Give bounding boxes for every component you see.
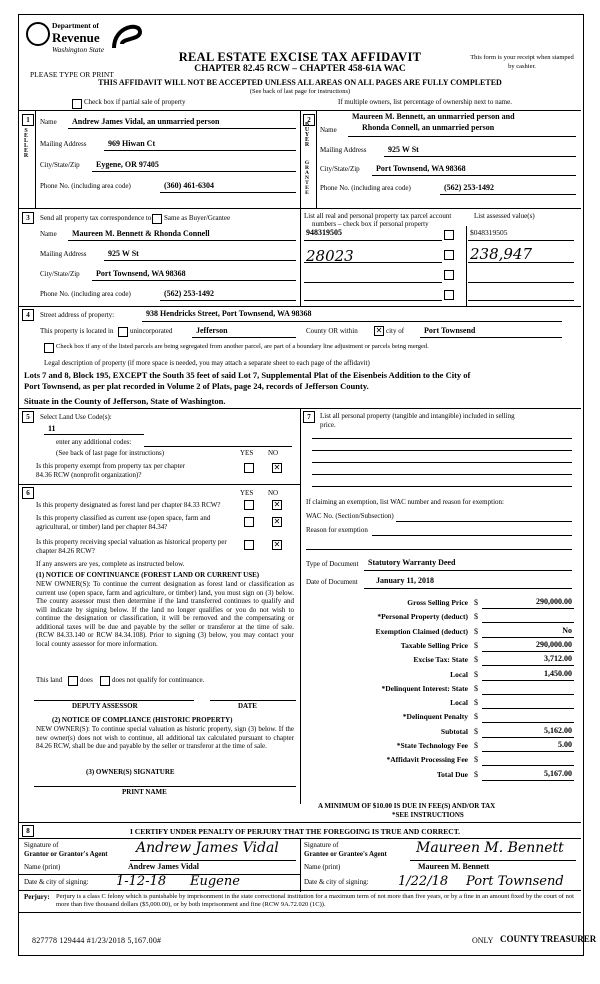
grantor-print-name: Andrew James Vidal [128,862,199,871]
money-row-symbol: $ [474,655,478,665]
parcel-value-0: $048319505 [470,228,508,237]
money-row-rule [482,765,574,766]
receipt-note: This form is your receipt when stamped by cashier. [470,54,574,70]
reason-exemption-label: Reason for exemption [306,526,368,534]
please-type-label: PLEASE TYPE OR PRINT [30,70,114,79]
legal-line-1: Lots 7 and 8, Block 195, EXCEPT the South 35 feet of said Lot 7, Supplemental Plat of the Eisenbeis Addition to the City of [24,370,471,380]
landuse-no-label: NO [268,449,279,457]
money-row-rule [482,680,574,681]
date-city-label-right: Date & city of signing: [304,878,369,886]
state-label: Washington State [52,45,105,54]
corr-mailing-value: 925 W St [108,249,139,258]
divider-left-right-column [300,408,301,804]
document-type-value: Statutory Warranty Deed [368,558,456,567]
perjury-label: Perjury: [24,893,50,901]
city-name-value: Port Townsend [424,326,476,335]
seller-mailing-value: 969 Hiwan Ct [108,139,156,148]
buyer-phone-value: (562) 253-1492 [444,183,494,192]
money-row-value: 3,712.00 [544,654,572,664]
money-row-label: *Affidavit Processing Fee [386,755,468,765]
money-row-rule [482,651,574,652]
buyer-csz-label: City/State/Zip [320,165,360,173]
seller-phone-label: Phone No. (including area code) [40,182,131,190]
parcel-personal-checkbox-1[interactable] [444,250,454,260]
buyer-name-line1: Maureen M. Bennett, an unmarried person and [352,112,515,121]
grantee-sign-date: 1/22/18 [398,874,449,889]
section-number-2: 2 [303,114,315,126]
s6-q1-no-checkbox[interactable]: ✕ [273,500,281,509]
money-row-value: 1,450.00 [544,668,572,678]
s6-q2-no-checkbox[interactable]: ✕ [273,517,281,526]
money-row-symbol: $ [474,698,478,708]
legal-line-2: Port Townsend, as per plat recorded in Volume 2 of Plats, page 24, records of Jefferson County. [24,381,369,391]
grantor-signature[interactable]: Andrew James Vidal [136,840,279,856]
landuse-yes-label: YES [240,449,254,457]
buyer-name-label: Name [320,126,337,134]
street-address-value: 938 Hendricks Street, Port Townsend, WA 98368 [146,309,312,318]
partial-sale-checkbox[interactable] [72,99,82,109]
does-not-label: does not qualify for continuance. [112,676,205,684]
money-row-symbol: $ [474,598,478,607]
does-not-qualify-checkbox[interactable] [100,676,110,686]
parcel-personal-checkbox-3[interactable] [444,290,454,300]
see-instructions-note: *SEE INSTRUCTIONS [392,811,464,819]
money-row-rule [482,694,574,695]
exempt-question-line1: Is this property exempt from property tax per chapter [36,462,185,470]
seller-phone-value: (360) 461-6304 [164,181,214,190]
landuse-see-back: (See back of last page for instructions) [56,449,165,457]
money-row-value: 5.00 [558,740,572,749]
money-row-symbol: $ [474,712,478,722]
multiple-owners-label: If multiple owners, list percentage of ownership next to name. [338,98,512,106]
same-as-buyer-label: Same as Buyer/Grantee [164,214,231,222]
parcel-header-line2: numbers – check box if personal property [312,220,429,228]
grantor-sign-city: Eugene [190,874,240,889]
s6-paragraph-2: NEW OWNER(S): To continue special valuation as historic property, sign (3) below. If the new owner(s) does not wish to continue, all additional tax calculated pursuant to chapter 84.26 RCW, shall be due and payable by the seller or transferor at the time of sale. [36,725,294,751]
buyer-mailing-label: Mailing Address [320,146,367,154]
buyer-phone-label: Phone No. (including area code) [320,184,411,192]
parcel-value-1: 238,947 [470,245,533,263]
money-row-label: *Delinquent Penalty [402,712,468,722]
document-date-label: Date of Document [306,578,358,586]
parcel-personal-checkbox-0[interactable] [444,230,454,240]
grantee-sign-city: Port Townsend [466,874,564,889]
s6-q3-no-checkbox[interactable]: ✕ [273,540,281,549]
money-row-rule [482,751,574,752]
divider-seller-buyer [300,110,301,208]
section-number-1: 1 [22,114,34,126]
money-row-label: Taxable Selling Price [400,640,468,650]
money-row-label: Excise Tax: State [413,655,468,665]
money-row-label: *Personal Property (deduct) [377,612,468,622]
street-address-label: Street address of property: [40,311,115,319]
money-row-rule [482,708,574,709]
landuse-select-label: Select Land Use Code(s): [40,413,112,421]
grantee-print-name: Maureen M. Bennett [418,862,490,871]
corr-name-value: Maureen M. Bennett & Rhonda Connell [72,229,210,238]
section-number-7: 7 [303,411,315,423]
corr-phone-label: Phone No. (including area code) [40,290,131,298]
buyer-csz-value: Port Townsend, WA 98368 [376,164,466,173]
money-row-rule [482,622,574,623]
parcel-number-0: 948319505 [306,228,342,237]
buyer-side-label: BUYER [304,122,310,147]
money-row-label: Subtotal [440,726,468,736]
money-row-rule [482,665,574,666]
divider-signatures [300,838,301,892]
s6-heading-3: (3) OWNER(S) SIGNATURE [86,768,175,776]
buyer-name-line2: Rhonda Connell, an unmarried person [362,123,495,132]
money-row-symbol: $ [474,741,478,750]
same-as-buyer-checkbox[interactable] [152,214,162,224]
corr-mailing-label: Mailing Address [40,250,87,258]
county-or-label: County OR within [306,327,358,335]
money-row-label: Local [450,669,468,679]
corr-phone-value: (562) 253-1492 [164,289,214,298]
seller-name-value: Andrew James Vidal, an unmarried person [72,117,220,126]
grantor-sign-date: 1-12-18 [116,874,167,889]
landuse-code-value: 11 [48,424,56,433]
correspondence-instruction: Send all property tax correspondence to: [40,214,154,222]
s6-yes-label: YES [240,489,254,497]
s6-heading-2: (2) NOTICE OF COMPLIANCE (HISTORIC PROPERTY) [52,716,233,724]
situate-line: Situate in the County of Jefferson, State of Washington. [24,396,226,406]
parcel-header-line1: List all real and personal property tax parcel account [304,212,452,220]
minimum-due-note: A MINIMUM OF $10.00 IS DUE IN FEE(S) AND/OR TAX [318,802,496,810]
s6-question-3: Is this property receiving special valuation as historical property per chapter 84.26 RCW? [36,538,227,555]
unincorporated-checkbox[interactable] [118,327,128,337]
money-row-symbol: $ [474,640,478,650]
see-back-line: (See back of last page for instructions) [249,88,351,95]
print-name-label: PRINT NAME [122,788,167,796]
buyer-mailing-value: 925 W St [388,145,419,154]
county-name-value: Jefferson [196,326,228,335]
divider-parcel-value [466,226,467,306]
parcel-number-1: 28023 [306,247,354,265]
seller-name-label: Name [40,118,57,126]
money-row-label: *Delinquent Interest: State [381,683,468,693]
partial-sale-label: Check box if partial sale of property [84,98,186,106]
chapter-line: CHAPTER 82.45 RCW – CHAPTER 458-61A WAC [194,64,406,74]
money-row-symbol: $ [474,626,478,636]
money-row-label: Total Due [436,769,468,779]
document-type-label: Type of Document [306,560,359,568]
money-row-label: Gross Selling Price [407,598,468,607]
deputy-assessor-label: DEPUTY ASSESSOR [72,702,138,710]
parcel-personal-checkbox-2[interactable] [444,270,454,280]
corr-csz-value: Port Townsend, WA 98368 [96,269,186,278]
dept-label: Department of [52,21,99,30]
money-row-rule [482,637,574,638]
s6-q1-yes-checkbox[interactable] [244,500,254,510]
does-label: does [80,676,93,684]
money-row-symbol: $ [474,669,478,679]
legal-description-label: Legal description of property (if more space is needed, you may attach a separate sheet to each page of the affidavit) [44,359,370,367]
exempt-yes-checkbox[interactable] [244,463,254,473]
s6-question-1: Is this property designated as forest land per chapter 84.33 RCW? [36,501,221,509]
section-number-3: 3 [22,212,34,224]
s6-question-2: Is this property classified as current use (open space, farm and agricultural, or timber) land per chapter 84.34? [36,514,211,531]
exemption-claim-label: If claiming an exemption, list WAC number and reason for exemption: [306,498,504,506]
landuse-additional-label: enter any additional codes: [56,438,132,446]
divider-footer [19,912,581,913]
city-checkbox[interactable]: ✕ [375,326,383,335]
money-row-rule [482,608,574,609]
divider-section6-top [19,484,301,485]
seller-sidebar-line [35,110,36,208]
name-print-label-left: Name (print) [24,863,61,871]
s6-no-label: NO [268,489,279,497]
seller-csz-label: City/State/Zip [40,161,80,169]
divider-parcel [300,208,301,306]
segregation-label: Check box if any of the listed parcels are being segregated from another parcel, are part of a boundary line adjustment or parcels being merged. [56,343,429,350]
buyer-sidebar-line [316,110,317,208]
personal-property-header2: price. [320,421,336,429]
section-number-5: 5 [22,411,34,423]
section-number-8: 8 [22,825,34,837]
exempt-no-checkbox[interactable]: ✕ [273,463,281,472]
this-land-label: This land [36,676,63,684]
county-treasurer-label: COUNTY TREASURER [500,934,597,944]
corr-name-label: Name [40,230,57,238]
revenue-label: Revenue [52,30,100,45]
money-row-label: *State Technology Fee [396,741,468,750]
money-row-label: Exemption Claimed (deduct) [375,626,468,636]
money-row-label: Local [450,698,468,708]
money-row-symbol: $ [474,683,478,693]
assessed-value-header: List assessed value(s) [474,212,535,220]
s6-q3-yes-checkbox[interactable] [244,540,254,550]
section-number-6: 6 [22,487,34,499]
located-in-label: This property is located in [40,327,114,335]
city-of-label: city of [386,327,405,335]
s6-q2-yes-checkbox[interactable] [244,517,254,527]
notice-line: THIS AFFIDAVIT WILL NOT BE ACCEPTED UNLESS ALL AREAS ON ALL PAGES ARE FULLY COMPLETED [98,78,502,87]
sig-left-label-2: Grantor or Grantor's Agent [24,850,108,858]
section-number-4: 4 [22,309,34,321]
money-row-value: 290,000.00 [536,639,572,649]
money-row-rule [482,722,574,723]
seller-side-label: SELLER [23,128,29,158]
money-row-symbol: $ [474,769,478,779]
seller-csz-value: Eygene, OR 97405 [96,160,159,169]
wac-number-label: WAC No. (Section/Subsection) [306,512,394,520]
sig-right-label-1: Signature of [304,841,339,849]
money-row-rule [482,780,574,781]
unincorporated-label: unincorporated [130,327,173,335]
money-row-rule [482,737,574,738]
money-row-value: 5,162.00 [544,725,572,735]
treasurer-stamp: 827778 129444 #1/23/2018 5,167.00# [32,936,162,945]
sig-left-label-1: Signature of [24,841,59,849]
s6-heading-1: (1) NOTICE OF CONTINUANCE (FOREST LAND OR CURRENT USE) [36,571,260,579]
money-row-symbol: $ [474,612,478,622]
document-date-value: January 11, 2018 [376,576,435,585]
exempt-question-line2: 84.36 RCW (nonprofit organization)? [36,471,142,479]
divider-perjury-top [19,890,581,891]
page-title: REAL ESTATE EXCISE TAX AFFIDAVIT [178,50,422,64]
money-row-value: No [562,625,572,635]
personal-property-header1: List all personal property (tangible and intangible) included in selling [320,412,515,420]
money-row-value: 290,000.00 [536,597,572,606]
divider-section8-top [19,822,581,823]
s6-paragraph-1: NEW OWNER(S): To continue the current designation as forest land or classification as current use (open space, farm and agriculture, or timber) land, you must sign on (3) below. The county assessor must then determine if the land transferred continues to qualify and will indicate by signing below. If the land no longer qualifies or you do not wish to continue the designation or classification, it will be removed and the compensating or additional taxes will be due and payable by the seller or transferor at the time of sale. (RCW 84.33.140 or RCW 84.34.108). Prior to signing (3) below, you may contact your local county assessor for more information. [36,580,294,648]
name-print-label-right: Name (print) [304,863,341,871]
grantee-signature[interactable]: Maureen M. Bennett [416,840,564,856]
certify-heading: I CERTIFY UNDER PENALTY OF PERJURY THAT THE FOREGOING IS TRUE AND CORRECT. [130,827,461,836]
segregation-checkbox[interactable] [44,343,54,353]
corr-csz-label: City/State/Zip [40,270,80,278]
money-row-symbol: $ [474,726,478,736]
grantee-side-label: GRANTEE [304,160,310,195]
sig-right-label-2: Grantee or Grantee's Agent [304,850,387,858]
money-row-symbol: $ [474,755,478,765]
perjury-text: Perjury is a class C felony which is punishable by imprisonment in the state correctional institution for a maximum term of not more than five years, or by a fine in an amount fixed by the court of not more than five thousand dollars ($5,000.00), or by both imprisonment and fine (RCW 9A.72.020 (1C)). [56,893,574,909]
date-city-label-left: Date & city of signing: [24,878,89,886]
does-qualify-checkbox[interactable] [68,676,78,686]
divider-section4-top [19,306,581,307]
s6-if-any-label: If any answers are yes, complete as instructed below. [36,560,185,568]
only-label: ONLY [472,936,494,945]
money-row-value: 5,167.00 [544,768,572,778]
deputy-date-label: DATE [238,702,257,710]
seller-mailing-label: Mailing Address [40,140,87,148]
